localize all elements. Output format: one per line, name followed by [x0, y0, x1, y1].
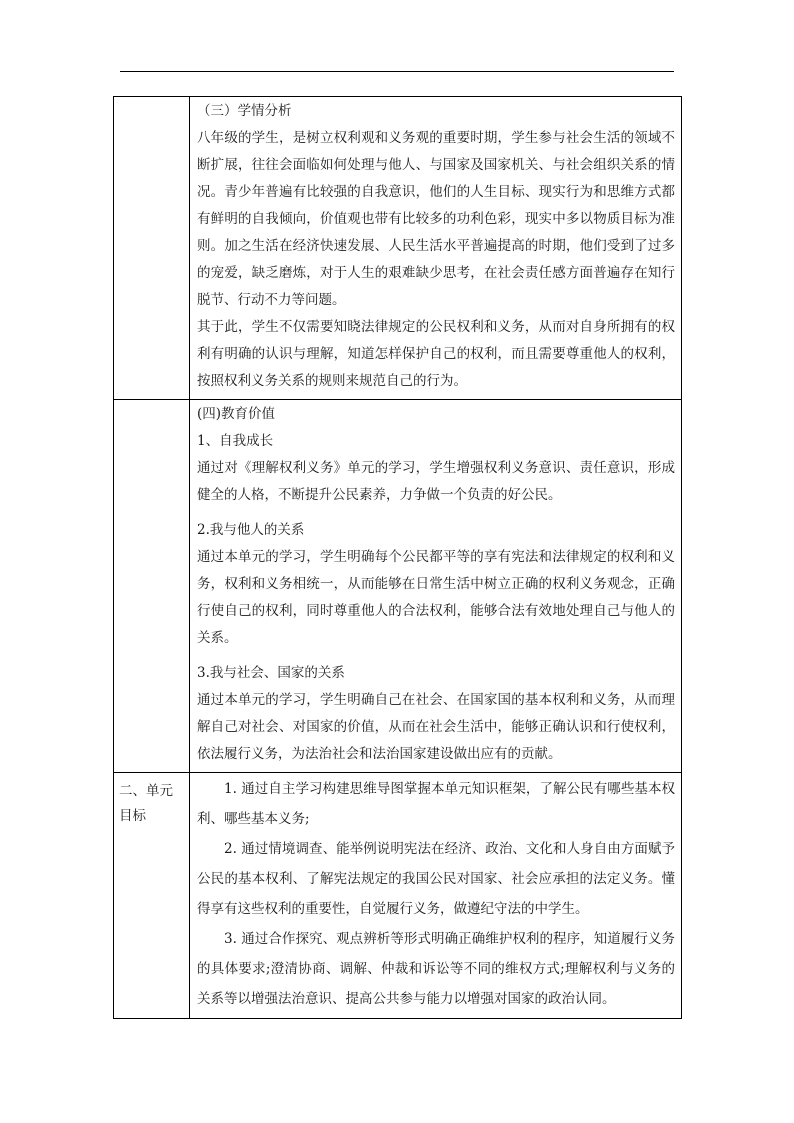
- section3-heading: （三）学情分析: [197, 103, 292, 119]
- goal-item: 1. 通过自主学习构建思维导图掌握本单元知识框架，了解公民有哪些基本权利、哪些基本义务;: [197, 781, 675, 827]
- table-row: [114, 97, 682, 400]
- goal-item: 3. 通过合作探究、观点辨析等形式明确正确维护权利的程序，知道履行义务的具体要求;澄清协商、调解、仲裁和诉讼等不同的维权方式;理解权利与义务的关系等以增强法治意识、提高公共参与能力以增强对国家的政治认同。: [197, 931, 675, 1007]
- section4-para3: 通过本单元的学习，学生明确自己在社会、在国家国的基本权利和义务，从而理解自己对社会、对国家的价值，从而在社会生活中，能够正确认识和行使权利，依法履行义务，为法治社会和法治国家建设做出应有的贡献。: [197, 692, 675, 762]
- section3-para2: 其于此，学生不仅需要知晓法律规定的公民权利和义务，从而对自身所拥有的权利有明确的认识与理解，知道怎样保护自己的权利，而且需要尊重他人的权利，按照权利义务关系的规则来规范自己的行为。: [197, 319, 675, 389]
- section4-para1: 通过对《理解权利义务》单元的学习，学生增强权利义务意识、责任意识，形成健全的人格，不断提升公民素养，力争做一个负责的好公民。: [197, 460, 675, 503]
- section4-sub1: 1、自我成长: [197, 433, 274, 449]
- label-cell-empty: [114, 97, 190, 400]
- label-cell-empty: [114, 400, 190, 773]
- section4-heading: (四)教育价值: [197, 406, 276, 422]
- section4-para2: 通过本单元的学习，学生明确每个公民都平等的享有宪法和法律规定的权利和义务，权利和义务相统一，从而能够在日常生活中树立正确的权利义务观念，正确行使自己的权利，同时尊重他人的合法权利，能够合法有效地处理自己与他人的关系。: [197, 549, 675, 646]
- table-row: [114, 773, 682, 1019]
- section4-cell: [190, 400, 682, 773]
- lesson-plan-table: [113, 96, 682, 1019]
- section4-sub3: 3.我与社会、国家的关系: [197, 665, 345, 681]
- goal-item: 2. 通过情境调查、能举例说明宪法在经济、政治、文化和人身自由方面赋予公民的基本权利、了解宪法规定的我国公民对国家、社会应承担的法定义务。懂得享有这些权利的重要性，自觉履行义务，做遵纪守法的中学生。: [197, 841, 675, 917]
- section3-para1: 八年级的学生，是树立权利观和义务观的重要时期，学生参与社会生活的领域不断扩展，往往会面临如何处理与他人、与国家及国家机关、与社会组织关系的情况。青少年普遍有比较强的自我意识，他们的人生目标、现实行为和思维方式都有鲜明的自我倾向，价值观也带有比较多的功利色彩，现实中多以物质目标为准则。加之生活在经济快速发展、人民生活水平普遍提高的时期，他们受到了过多的宠爱，缺乏磨炼，对于人生的艰难缺少思考，在社会责任感方面普遍存在知行脱节、行动不力等问题。: [197, 130, 675, 308]
- goals-cell: [190, 773, 682, 1019]
- goals-label: 二、单元目标: [114, 773, 190, 1019]
- section3-cell: [190, 97, 682, 400]
- header-rule: [120, 71, 674, 72]
- section4-sub2: 2.我与他人的关系: [197, 522, 305, 538]
- table-row: [114, 400, 682, 773]
